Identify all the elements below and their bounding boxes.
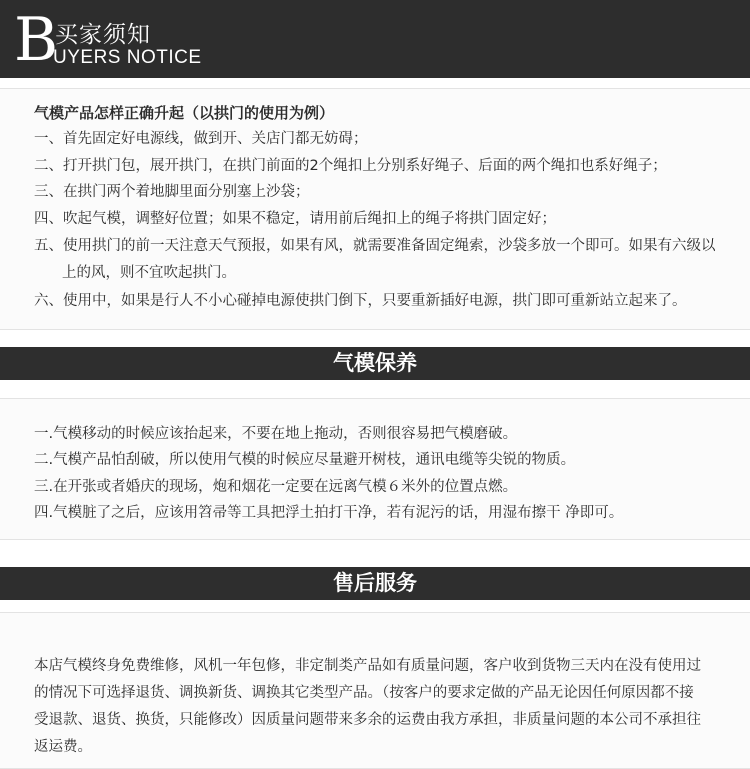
after-sales-line: 返运费。: [34, 739, 92, 755]
guide-line: 二、打开拱门包，展开拱门，在拱门前面的2个绳扣上分别系好绳子、后面的两个绳扣也系好绳子；: [34, 158, 667, 174]
maintenance-line: 四.气模脏了之后，应该用笤帚等工具把浮土拍打干净，若有泥污的话，用湿布擦干 净即可。: [34, 505, 624, 521]
header-title-cn: 买家须知: [55, 22, 151, 48]
guide-line: 一、首先固定好电源线，做到开、关店门都无妨碍；: [34, 131, 368, 147]
band-maintenance: 气模保养: [0, 347, 750, 380]
after-sales-line: 本店气模终身免费维修，风机一年包修，非定制类产品如有质量问题，客户收到货物三天内在没有使用过: [34, 658, 701, 674]
guide-line: 上的风，则不宜吹起拱门。: [62, 265, 236, 281]
guide-line: 六、使用中，如果是行人不小心碰掉电源使拱门倒下，只要重新插好电源，拱门即可重新站立起来了。: [34, 293, 687, 309]
guide-line: 四、吹起气模，调整好位置；如果不稳定，请用前后绳扣上的绳子将拱门固定好；: [34, 211, 556, 227]
section-inflation-title: 气模产品怎样正确升起（以拱门的使用为例）: [34, 104, 335, 122]
header-banner: [0, 0, 750, 78]
band-after-sales: 售后服务: [0, 567, 750, 600]
maintenance-line: 一.气模移动的时候应该抬起来，不要在地上拖动，否则很容易把气模磨破。: [34, 426, 518, 442]
header-title-en: UYERS NOTICE: [53, 47, 202, 68]
after-sales-line: 受退款、退货、换货，只能修改）因质量问题带来多余的运费由我方承担，非质量问题的本公司不承担往: [34, 712, 701, 728]
header-logo-letter: B: [14, 5, 59, 75]
maintenance-line: 二.气模产品怕刮破，所以使用气模的时候应尽量避开树枝，通讯电缆等尖锐的物质。: [34, 452, 576, 468]
guide-line: 三、在拱门两个着地脚里面分别塞上沙袋；: [34, 184, 310, 200]
maintenance-line: 三.在开张或者婚庆的现场，炮和烟花一定要在远离气模６米外的位置点燃。: [34, 479, 518, 495]
after-sales-line: 的情况下可选择退货、调换新货、调换其它类型产品。（按客户的要求定做的产品无论因任何原因都不接: [34, 685, 694, 701]
guide-line: 五、使用拱门的前一天注意天气预报，如果有风，就需要准备固定绳索，沙袋多放一个即可。如果有六级以: [34, 238, 716, 254]
